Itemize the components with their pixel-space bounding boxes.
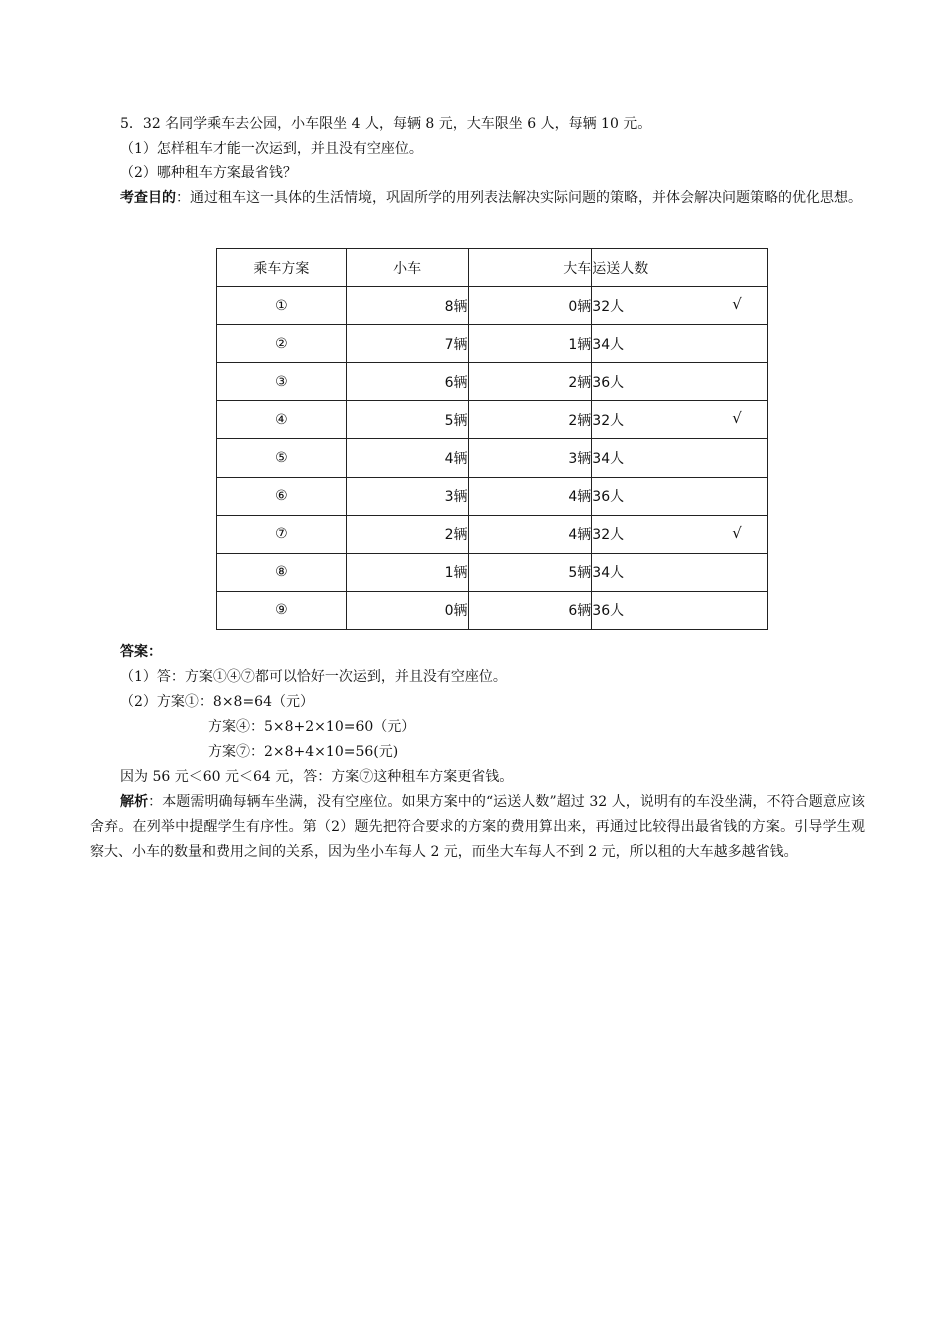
people-cell-text: 32人 <box>592 298 625 315</box>
large-car-cell <box>468 515 592 553</box>
check-mark-icon: √ <box>732 409 742 428</box>
table-row <box>217 401 768 439</box>
people-cell-text: 34人 <box>592 336 625 353</box>
large-car-cell-text: 4辆 <box>568 527 592 544</box>
plan-cell-text: ⑨ <box>275 602 288 619</box>
analysis-label: 解析 <box>120 794 149 810</box>
table-header-row <box>217 249 768 287</box>
analysis-paragraph <box>90 790 865 865</box>
large-car-cell <box>468 325 592 363</box>
large-car-cell-text: 0辆 <box>568 298 592 315</box>
large-car-cell <box>468 477 592 515</box>
plan-cell-text: ④ <box>275 411 288 428</box>
small-car-cell-text: 8辆 <box>444 298 468 315</box>
question-2: （2）哪种租车方案最省钱？ <box>120 165 297 181</box>
table-row <box>217 287 768 325</box>
people-cell <box>592 553 768 591</box>
plan-cell <box>217 325 347 363</box>
purpose-paragraph <box>90 186 865 211</box>
people-cell <box>592 363 768 401</box>
people-cell-text: 34人 <box>592 565 625 582</box>
small-car-cell <box>346 439 468 477</box>
plan-cell <box>217 401 347 439</box>
plan-cell-text: ⑦ <box>275 526 288 543</box>
small-car-cell-text: 4辆 <box>444 450 468 467</box>
small-car-cell-text: 3辆 <box>444 489 468 506</box>
people-cell <box>592 591 768 629</box>
plan-cell <box>217 439 347 477</box>
large-car-cell <box>468 363 592 401</box>
header-people: 运送人数 <box>592 249 768 287</box>
answer-2-line-1: （2）方案①：8×8=64（元） <box>120 694 314 710</box>
large-car-cell <box>468 591 592 629</box>
header-large-car: 大车 <box>468 249 592 287</box>
plan-cell-text: ② <box>275 335 288 352</box>
plan-cell-text: ① <box>275 297 288 314</box>
people-cell-text: 32人 <box>592 412 625 429</box>
answer-2-line-3: 方案⑦：2×8+4×10=56(元) <box>208 744 399 760</box>
plan-cell <box>217 477 347 515</box>
plan-table <box>216 248 768 630</box>
table-row <box>217 591 768 629</box>
large-car-cell-text: 2辆 <box>568 412 592 429</box>
large-car-cell-text: 1辆 <box>568 336 592 353</box>
table-row <box>217 439 768 477</box>
answer-2-line-2: 方案④：5×8+2×10=60（元） <box>208 719 416 735</box>
table-row <box>217 363 768 401</box>
purpose-label: 考查目的 <box>120 189 176 206</box>
small-car-cell-text: 0辆 <box>444 603 468 620</box>
plan-cell <box>217 515 347 553</box>
question-1: （1）怎样租车才能一次运到，并且没有空座位。 <box>120 140 423 157</box>
plan-cell-text: ⑥ <box>275 488 288 505</box>
plan-cell-text: ③ <box>275 373 288 390</box>
people-cell <box>592 287 768 325</box>
header-small-car: 小车 <box>346 249 468 287</box>
large-car-cell <box>468 553 592 591</box>
small-car-cell <box>346 287 468 325</box>
plan-cell-text: ⑧ <box>275 564 288 581</box>
analysis-text: ：本题需明确每辆车坐满，没有空座位。如果方案中的“运送人数”超过 32 人，说明有的车没坐满，不符合题意应该舍弃。在列举中提醒学生有序性。第（2）题先把符合要求的方案的费用算出来，再通过比较得出最省钱的方案。引导学生观察大、小车的数量和费用之间的关系，因为坐小车每人 2 元，而坐大车每人不到 2 元，所以租的大车越多越省钱。 <box>90 794 866 860</box>
small-car-cell <box>346 325 468 363</box>
table-row <box>217 477 768 515</box>
people-cell <box>592 477 768 515</box>
answer-1: （1）答：方案①④⑦都可以恰好一次运到，并且没有空座位。 <box>120 669 507 685</box>
large-car-cell-text: 2辆 <box>568 374 592 391</box>
plan-cell <box>217 363 347 401</box>
small-car-cell-text: 6辆 <box>444 374 468 391</box>
people-cell <box>592 439 768 477</box>
people-cell-text: 36人 <box>592 374 625 391</box>
problem-section <box>90 112 865 210</box>
header-plan: 乘车方案 <box>217 249 347 287</box>
table-row <box>217 325 768 363</box>
people-cell-text: 34人 <box>592 450 625 467</box>
table-row <box>217 515 768 553</box>
small-car-cell <box>346 515 468 553</box>
plan-cell <box>217 591 347 629</box>
conclusion: 因为 56 元＜60 元＜64 元，答：方案⑦这种租车方案更省钱。 <box>120 769 514 785</box>
small-car-cell <box>346 553 468 591</box>
large-car-cell-text: 3辆 <box>568 450 592 467</box>
table-row <box>217 553 768 591</box>
small-car-cell-text: 5辆 <box>444 412 468 429</box>
check-mark-icon: √ <box>732 295 742 313</box>
people-cell <box>592 325 768 363</box>
plan-cell-text: ⑤ <box>275 449 288 466</box>
large-car-cell <box>468 401 592 439</box>
answer-section <box>90 640 865 865</box>
people-cell <box>592 401 768 439</box>
small-car-cell <box>346 363 468 401</box>
large-car-cell-text: 5辆 <box>568 565 592 582</box>
check-mark-icon: √ <box>732 523 742 542</box>
plan-cell <box>217 553 347 591</box>
answer-label: 答案： <box>120 644 162 660</box>
purpose-text: ：通过租车这一具体的生活情境，巩固所学的用列表法解决实际问题的策略，并体会解决问题策略的优化思想。 <box>176 189 862 206</box>
large-car-cell-text: 4辆 <box>568 489 592 506</box>
small-car-cell <box>346 401 468 439</box>
people-cell-text: 36人 <box>592 603 625 620</box>
large-car-cell-text: 6辆 <box>568 603 592 620</box>
small-car-cell-text: 2辆 <box>444 527 468 544</box>
people-cell-text: 36人 <box>592 489 625 506</box>
plan-cell <box>217 287 347 325</box>
large-car-cell <box>468 287 592 325</box>
problem-title: 5．32 名同学乘车去公园，小车限坐 4 人，每辆 8 元，大车限坐 6 人，每辆 10 元。 <box>120 116 652 132</box>
small-car-cell-text: 7辆 <box>444 336 468 353</box>
people-cell <box>592 515 768 553</box>
small-car-cell <box>346 477 468 515</box>
small-car-cell-text: 1辆 <box>444 565 468 582</box>
small-car-cell <box>346 591 468 629</box>
people-cell-text: 32人 <box>592 527 625 544</box>
large-car-cell <box>468 439 592 477</box>
